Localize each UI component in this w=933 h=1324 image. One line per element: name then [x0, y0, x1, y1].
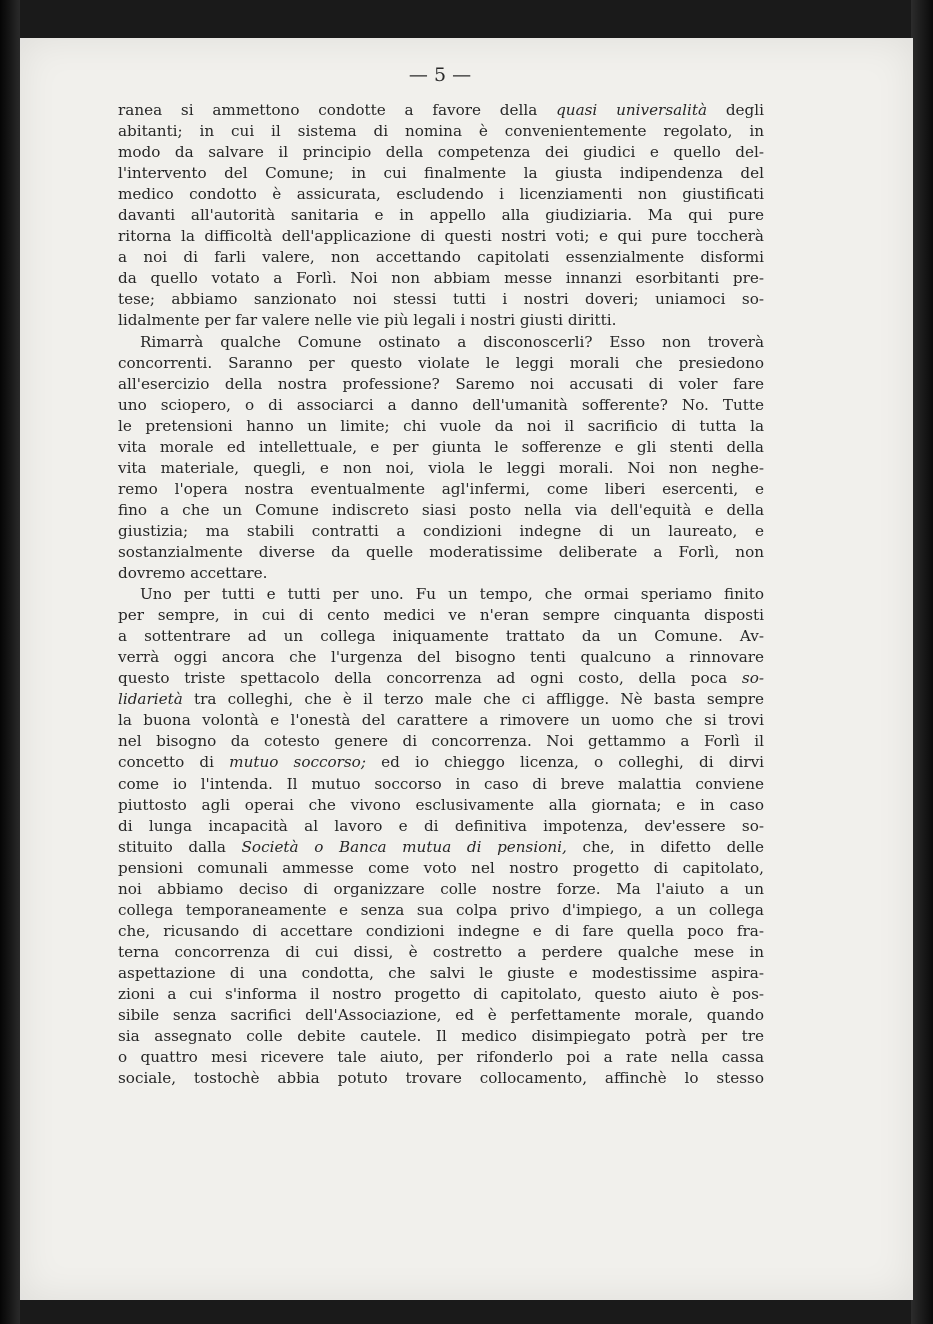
text-line — [118, 689, 764, 710]
text-line — [118, 1068, 764, 1089]
italic-run: so- — [741, 669, 764, 688]
text-run: uno sciopero, o di associarci a danno dell'umanità sofferente? No. Tutte — [118, 395, 764, 414]
text-run: vita materiale, quegli, e non noi, viola le leggi morali. Noi non neghe- — [118, 458, 764, 477]
text-run: Uno per tutti e tutti per uno. Fu un tempo, che ormai speriamo finito — [140, 585, 764, 604]
text-run: che, ricusando di accettare condizioni indegne e di fare quella poco fra- — [118, 921, 764, 940]
text-run: ed io chieggo licenza, o colleghi, di dirvi — [365, 753, 765, 772]
text-line — [118, 1026, 764, 1047]
text-line — [118, 289, 764, 310]
text-line — [118, 921, 764, 942]
text-line — [118, 184, 764, 205]
text-run: lidalmente per far valere nelle vie più legali i nostri giusti diritti. — [118, 311, 617, 330]
text-run: concetto di — [118, 753, 230, 772]
text-line — [118, 605, 764, 626]
text-run: fino a che un Comune indiscreto siasi posto nella via dell'equità e della — [118, 500, 764, 519]
text-line — [118, 395, 764, 416]
text-run: remo l'opera nostra eventualmente agl'infermi, come liberi esercenti, e — [118, 479, 764, 498]
text-run: modo da salvare il principio della competenza dei giudici e quello del- — [118, 143, 764, 162]
text-run: giustizia; ma stabili contratti a condizioni indegne di un laureato, e — [118, 521, 764, 540]
text-run: da quello votato a Forlì. Noi non abbiam messe innanzi esorbitanti pre- — [118, 269, 764, 288]
text-line — [118, 142, 764, 163]
text-run: sibile senza sacrifici dell'Associazione, ed è perfettamente morale, quando — [118, 1006, 764, 1025]
text-run: dovremo accettare. — [118, 564, 268, 583]
text-line — [118, 668, 764, 689]
text-line — [118, 774, 764, 795]
text-line — [118, 563, 764, 584]
body-text — [118, 100, 764, 1089]
text-run: zioni a cui s'informa il nostro progetto di capitolato, questo aiuto è pos- — [118, 984, 764, 1003]
text-line — [118, 247, 764, 268]
text-run: davanti all'autorità sanitaria e in appello alla giudiziaria. Ma qui pure — [118, 206, 764, 225]
text-line — [118, 837, 764, 858]
text-run: verrà oggi ancora che l'urgenza del bisogno tenti qualcuno a rinnovare — [118, 648, 764, 667]
text-line — [118, 542, 764, 563]
text-line — [118, 626, 764, 647]
text-run: l'intervento del Comune; in cui finalmente la giusta indipendenza del — [118, 164, 764, 183]
text-run: sia assegnato colle debite cautele. Il medico disimpiegato potrà per tre — [118, 1027, 764, 1046]
text-line — [118, 984, 764, 1005]
text-run: pensioni comunali ammesse come voto nel nostro progetto di capitolato, — [118, 858, 764, 877]
text-run: stituito dalla — [118, 837, 242, 856]
text-line — [118, 858, 764, 879]
text-line — [118, 332, 764, 353]
text-run: Rimarrà qualche Comune ostinato a disconoscerli? Esso non troverà — [140, 332, 764, 351]
text-line — [118, 100, 764, 121]
text-run: collega temporaneamente e senza sua colpa privo d'impiego, a un collega — [118, 900, 764, 919]
text-line — [118, 353, 764, 374]
text-line — [118, 500, 764, 521]
text-line — [118, 752, 764, 773]
text-line — [118, 942, 764, 963]
text-run: per sempre, in cui di cento medici ve n'eran sempre cinquanta disposti — [118, 606, 764, 625]
text-run: sociale, tostochè abbia potuto trovare collocamento, affinchè lo stesso — [118, 1069, 764, 1088]
text-run: a sottentrare ad un collega iniquamente trattato da un Comune. Av- — [118, 627, 764, 646]
text-line — [118, 416, 764, 437]
text-line — [118, 205, 764, 226]
text-line — [118, 710, 764, 731]
text-line — [118, 647, 764, 668]
text-run: nel bisogno da cotesto genere di concorrenza. Noi gettammo a Forlì il — [118, 732, 764, 751]
text-run: aspettazione di una condotta, che salvi le giuste e modestissime aspira- — [118, 963, 764, 982]
text-run: tese; abbiamo sanzionato noi stessi tutti i nostri doveri; uniamoci so- — [118, 290, 764, 309]
text-run: questo triste spettacolo della concorrenza ad ogni costo, della poca — [118, 669, 742, 688]
text-line — [118, 1047, 764, 1068]
text-line — [118, 163, 764, 184]
text-run: tra colleghi, che è il terzo male che ci affligge. Nè basta sempre — [182, 690, 764, 709]
italic-run: quasi universalità — [556, 101, 708, 119]
text-run: le pretensioni hanno un limite; chi vuole da noi il sacrificio di tutta la — [118, 416, 764, 435]
text-run: a noi di farli valere, non accettando capitolati essenzialmente disformi — [118, 248, 764, 267]
text-line — [118, 795, 764, 816]
text-run: ranea si ammettono condotte a favore della — [118, 101, 557, 119]
text-line — [118, 268, 764, 289]
text-run: ritorna la difficoltà dell'applicazione di questi nostri voti; e qui pure toccherà — [118, 227, 764, 246]
text-line — [118, 437, 764, 458]
text-run: che, in difetto delle — [566, 837, 764, 856]
text-line — [118, 816, 764, 837]
scan-left-edge — [0, 0, 20, 1324]
text-run: terna concorrenza di cui dissi, è costretto a perdere qualche mese in — [118, 942, 764, 961]
text-line — [118, 310, 764, 331]
text-run: piuttosto agli operai che vivono esclusivamente alla giornata; e in caso — [118, 795, 764, 814]
text-run: vita morale ed intellettuale, e per giunta le sofferenze e gli stenti della — [118, 437, 764, 456]
text-line — [118, 121, 764, 142]
text-line — [118, 900, 764, 921]
text-line — [118, 521, 764, 542]
text-run: degli — [707, 101, 764, 119]
text-line — [118, 226, 764, 247]
text-run: medico condotto è assicurata, escludendo i licenziamenti non giustificati — [118, 185, 764, 204]
text-line — [118, 374, 764, 395]
text-run: la buona volontà e l'onestà del carattere a rimovere un uomo che si trovi — [118, 711, 764, 730]
italic-run: Società o Banca mutua di pensioni, — [241, 837, 567, 856]
text-line — [118, 731, 764, 752]
text-run: o quattro mesi ricevere tale aiuto, per rifonderlo poi a rate nella cassa — [118, 1048, 764, 1067]
text-run: di lunga incapacità al lavoro e di definitiva impotenza, dev'essere so- — [118, 816, 764, 835]
text-run: all'esercizio della nostra professione? Saremo noi accusati di voler fare — [118, 374, 764, 393]
text-run: concorrenti. Saranno per questo violate le leggi morali che presiedono — [118, 353, 764, 372]
text-run: noi abbiamo deciso di organizzare colle nostre forze. Ma l'aiuto a un — [118, 879, 764, 898]
text-run: sostanzialmente diverse da quelle moderatissime deliberate a Forlì, non — [118, 542, 764, 561]
text-line — [118, 1005, 764, 1026]
page-number: — 5 — — [408, 64, 472, 86]
scan-right-edge — [911, 0, 933, 1324]
text-line — [118, 963, 764, 984]
text-line — [118, 584, 764, 605]
italic-run: lidarietà — [118, 690, 183, 709]
text-line — [118, 879, 764, 900]
text-run: abitanti; in cui il sistema di nomina è convenientemente regolato, in — [118, 122, 764, 141]
text-run: come io l'intenda. Il mutuo soccorso in caso di breve malattia conviene — [118, 774, 764, 793]
text-line — [118, 458, 764, 479]
text-line — [118, 479, 764, 500]
italic-run: mutuo soccorso; — [229, 753, 366, 772]
